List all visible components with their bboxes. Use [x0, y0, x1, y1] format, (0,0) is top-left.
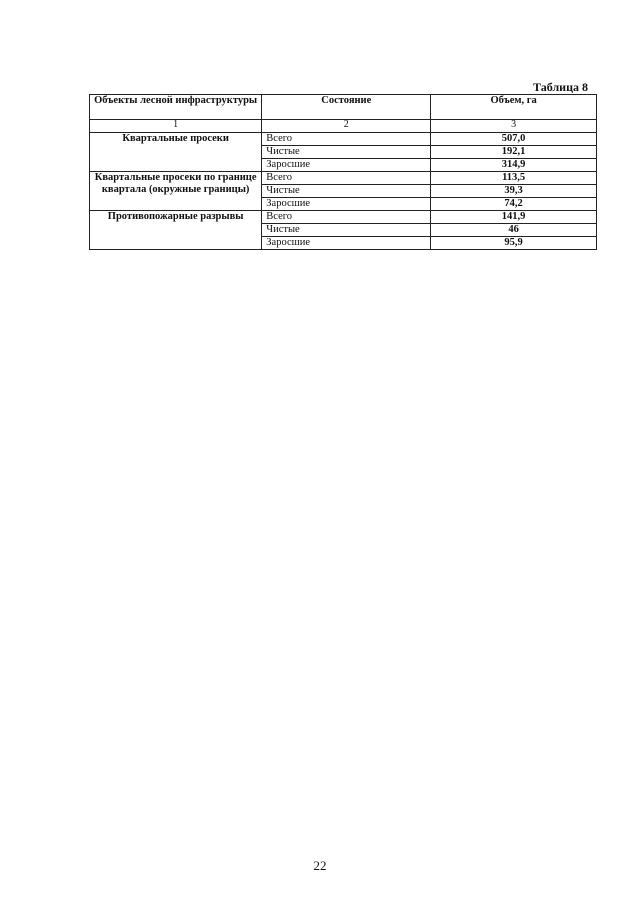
state-cell: Заросшие: [262, 237, 431, 250]
volume-cell: 507,0: [431, 133, 597, 146]
volume-cell: 39,3: [431, 185, 597, 198]
object-cell: Квартальные просеки: [90, 133, 262, 172]
volume-cell: 141,9: [431, 211, 597, 224]
table-header-row: [90, 95, 597, 120]
volume-cell: 46: [431, 224, 597, 237]
page-number: 22: [313, 858, 327, 873]
table-row: [90, 133, 597, 146]
volume-cell: 74,2: [431, 198, 597, 211]
header-volume: Объем, га: [431, 95, 597, 120]
volume-cell: 113,5: [431, 172, 597, 185]
infrastructure-table: [89, 94, 597, 250]
volume-cell: 95,9: [431, 237, 597, 250]
state-cell: Заросшие: [262, 198, 431, 211]
table-caption: Таблица 8: [533, 80, 588, 94]
volume-cell: 314,9: [431, 159, 597, 172]
state-cell: Чистые: [262, 185, 431, 198]
volume-cell: 192,1: [431, 146, 597, 159]
table-row: [90, 211, 597, 224]
column-number-3: 3: [431, 120, 597, 133]
state-cell: Всего: [262, 133, 431, 146]
table-row: [90, 172, 597, 185]
object-cell: Квартальные просеки по границе квартала (окружные границы): [90, 172, 262, 211]
column-number-2: 2: [262, 120, 431, 133]
header-state: Состояние: [262, 95, 431, 120]
state-cell: Всего: [262, 211, 431, 224]
object-cell: Противопожарные разрывы: [90, 211, 262, 250]
column-number-1: 1: [90, 120, 262, 133]
state-cell: Чистые: [262, 146, 431, 159]
state-cell: Всего: [262, 172, 431, 185]
state-cell: Чистые: [262, 224, 431, 237]
header-objects: Объекты лесной инфраструктуры: [90, 95, 262, 120]
column-number-row: [90, 120, 597, 133]
state-cell: Заросшие: [262, 159, 431, 172]
